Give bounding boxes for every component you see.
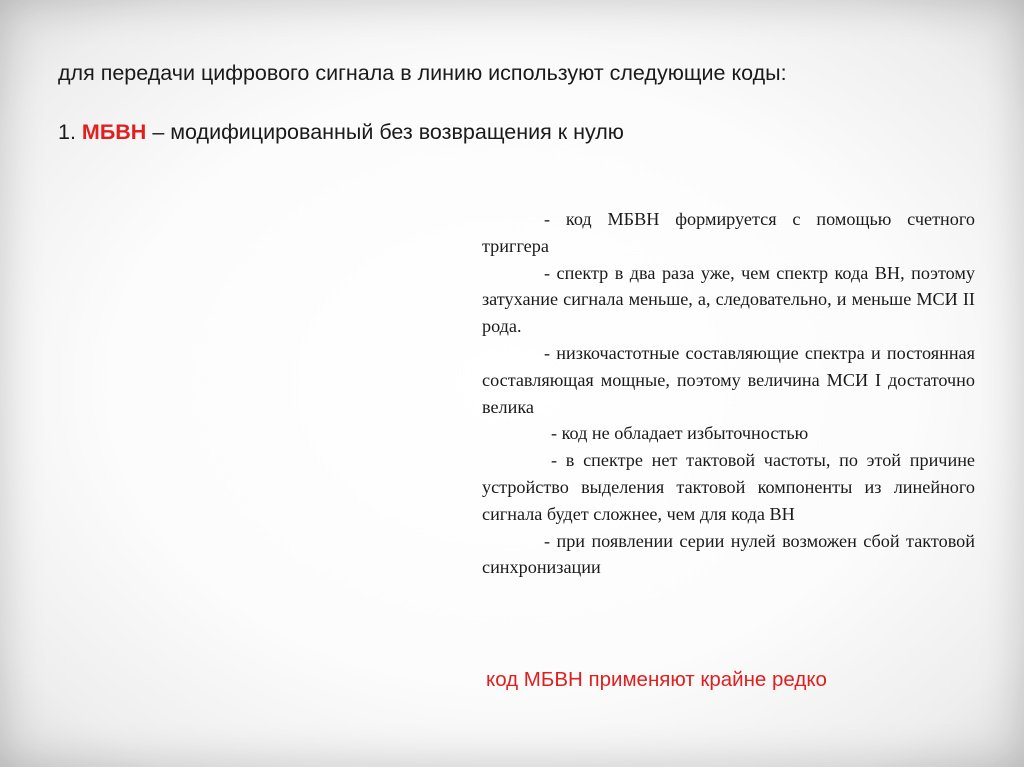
properties-text — [482, 206, 975, 581]
property-paragraph-6: - при появлении серии нулей возможен сбой тактовой синхронизации — [482, 530, 975, 578]
code-name: МБВН — [81, 120, 147, 144]
conclusion-text: код МБВН применяют крайне редко — [486, 668, 827, 691]
list-item-1 — [58, 117, 978, 147]
property-paragraph-5: - в спектре нет тактовой частоты, по этой причине устройство выделения тактовой компоненты из линейного сигнала будет сложнее, чем для кода ВН — [482, 450, 975, 524]
slide-heading: для передачи цифрового сигнала в линию используют следующие коды: — [58, 61, 787, 85]
list-item-number: 1. — [58, 120, 76, 144]
property-paragraph-3: - низкочастотные составляющие спектра и постоянная составляющая мощные, поэтому величина МСИ I достаточно велика — [482, 342, 975, 417]
code-description: – модифицированный без возвращения к нулю — [152, 120, 624, 144]
property-paragraph-4: - код не обладает избыточностью — [551, 423, 809, 444]
property-paragraph-2: - спектр в два раза уже, чем спектр кода ВН, поэтому затухание сигнала меньше, а, следовательно, и меньше МСИ II рода. — [482, 262, 975, 337]
property-paragraph-1: - код МБВН формируется с помощью счетного триггера — [482, 209, 975, 256]
